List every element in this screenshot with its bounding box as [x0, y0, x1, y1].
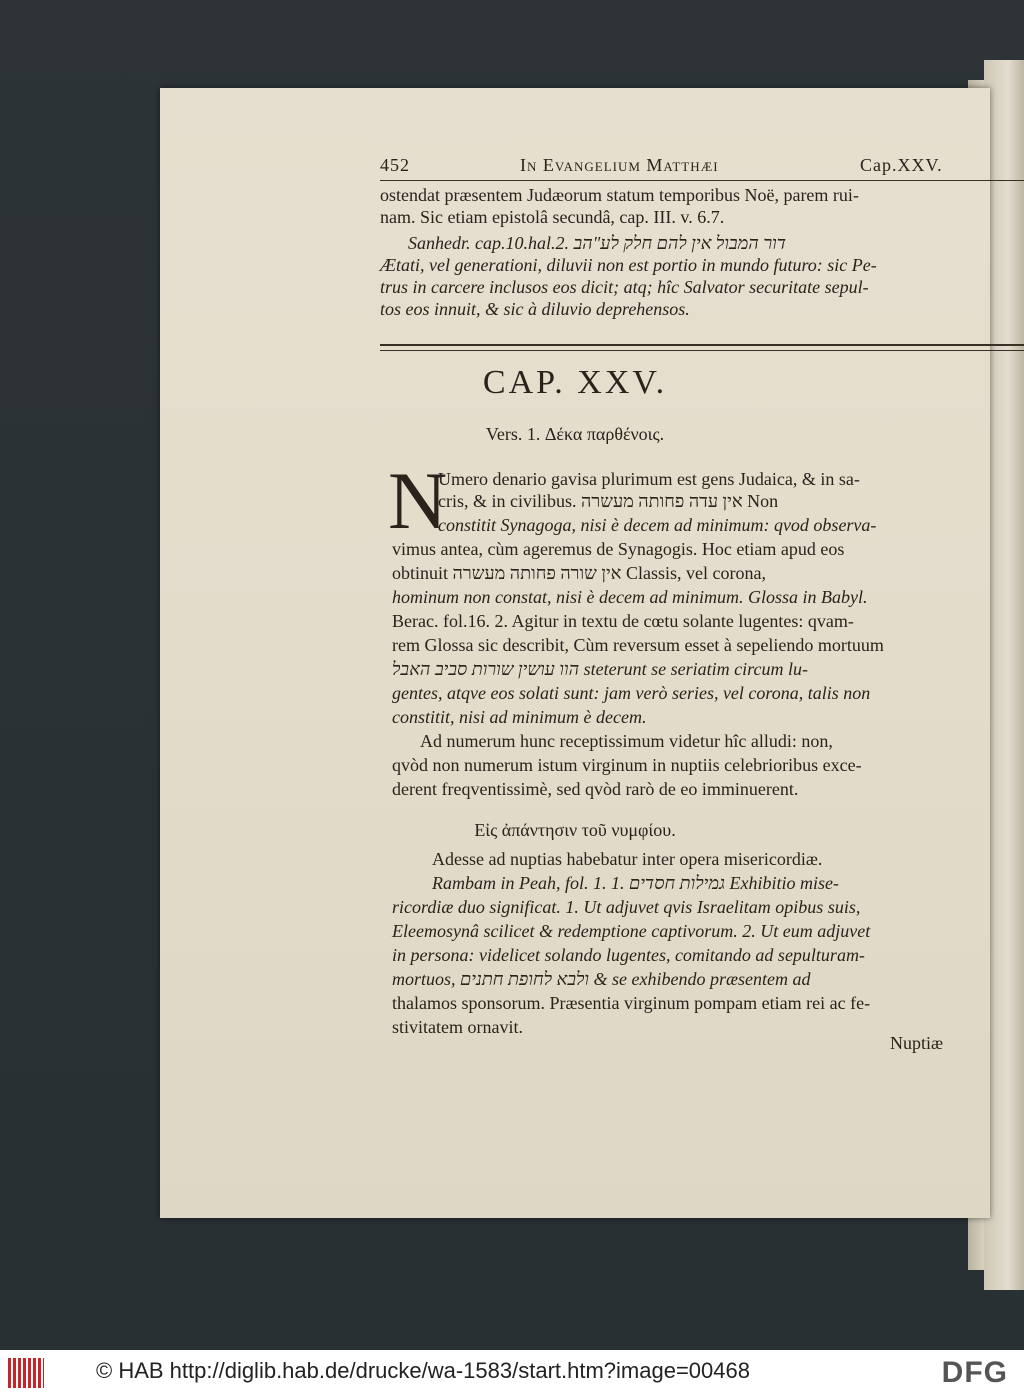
text-line: obtinuit אין שורה פחותה מעשרה Classis, vel corona,	[392, 563, 766, 583]
text-line: Ad numerum hunc receptissimum videtur hîc alludi: non,	[420, 731, 833, 751]
text-line: cris, & in civilibus. אין עדה פחותה מעשרה Non	[438, 491, 779, 511]
drop-cap: N	[388, 455, 448, 546]
text-line: Sanhedr. cap.10.hal.2. דור המבול אין להם חלק לע"הב	[408, 233, 787, 253]
text-line: הוו עושין שורות סביב האבל steterunt se seriatim circum lu-	[392, 659, 808, 679]
section-rule	[380, 344, 1024, 346]
verse-heading: Εἰς ἀπάντησιν τοῦ νυμφίου.	[474, 820, 676, 840]
text-line: Berac. fol.16. 2. Agitur in textu de cœtu solante lugentes: qvam-	[392, 611, 854, 631]
text-line: mortuos, ולבא לחופת חתנים & se exhibendo præsentem ad	[392, 969, 811, 989]
text-line: Rambam in Peah, fol. 1. 1. גמילות חסדים Exhibitio mise-	[432, 873, 839, 893]
text-line: Ætati, vel generationi, diluvii non est portio in mundo futuro: sic Pe-	[380, 255, 877, 275]
text-line: Umero denario gavisa plurimum est gens Judaica, & in sa-	[438, 469, 860, 489]
text-line: ostendat præsentem Judæorum statum temporibus Noë, parem rui-	[380, 185, 859, 205]
section-rule	[380, 350, 1024, 351]
text-line: Adesse ad nuptias habebatur inter opera misericordiæ.	[432, 849, 823, 869]
catchword: Nuptiæ	[890, 1033, 944, 1053]
text-line: constitit Synagoga, nisi è decem ad minimum: qvod observa-	[438, 515, 877, 535]
viewer-footer	[0, 1350, 1024, 1396]
text-line: constitit, nisi ad minimum è decem.	[392, 707, 647, 727]
text-line: vimus antea, cùm ageremus de Synagogis. Hoc etiam apud eos	[392, 539, 845, 559]
text-line: gentes, atqve eos solati sunt: jam verò series, vel corona, talis non	[392, 683, 871, 703]
verse-heading: Vers. 1. Δέκα παρθένοις.	[485, 424, 665, 444]
text-line: thalamos sponsorum. Præsentia virginum pompam etiam rei ac fe-	[392, 993, 871, 1013]
text-line: Eleemosynâ scilicet & redemptione captivorum. 2. Ut eum adjuvet	[392, 921, 871, 941]
book-edge	[984, 60, 1024, 1290]
dfg-logo: DFG	[941, 1356, 1008, 1389]
copyright-link[interactable]: © HAB http://diglib.hab.de/drucke/wa-1583/start.htm?image=00468	[96, 1358, 750, 1383]
text-line: hominum non constat, nisi è decem ad minimum. Glossa in Babyl.	[392, 587, 868, 607]
text-line: stivitatem ornavit.	[392, 1017, 523, 1037]
text-line: tos eos innuit, & sic à diluvio deprehensos.	[380, 299, 690, 319]
text-line: trus in carcere inclusos eos dicit; atq; hîc Salvator securitate sepul-	[380, 277, 869, 297]
text-line: derent freqventissimè, sed qvòd rarò de eo imminuerent.	[392, 779, 799, 799]
page-number: 452	[380, 155, 410, 175]
text-line: rem Glossa sic describit, Cùm reversum esset à sepeliendo mortuum	[392, 635, 884, 655]
text-line: qvòd non numerum istum virginum in nuptiis celebrioribus exce-	[392, 755, 862, 775]
running-title: In Evangelium Matthæi	[520, 155, 719, 175]
chapter-reference: Cap.XXV.	[860, 155, 943, 175]
book-page	[160, 88, 990, 1218]
text-line: in persona: videlicet solando lugentes, comitando ad sepulturam-	[392, 945, 865, 965]
chapter-title: CAP. XXV.	[482, 364, 668, 401]
header-rule	[380, 180, 1024, 181]
barcode-icon	[8, 1358, 44, 1388]
text-line: nam. Sic etiam epistolâ secundâ, cap. III. v. 6.7.	[380, 207, 725, 227]
text-line: ricordiæ duo significat. 1. Ut adjuvet qvis Israelitam opibus suis,	[392, 897, 861, 917]
